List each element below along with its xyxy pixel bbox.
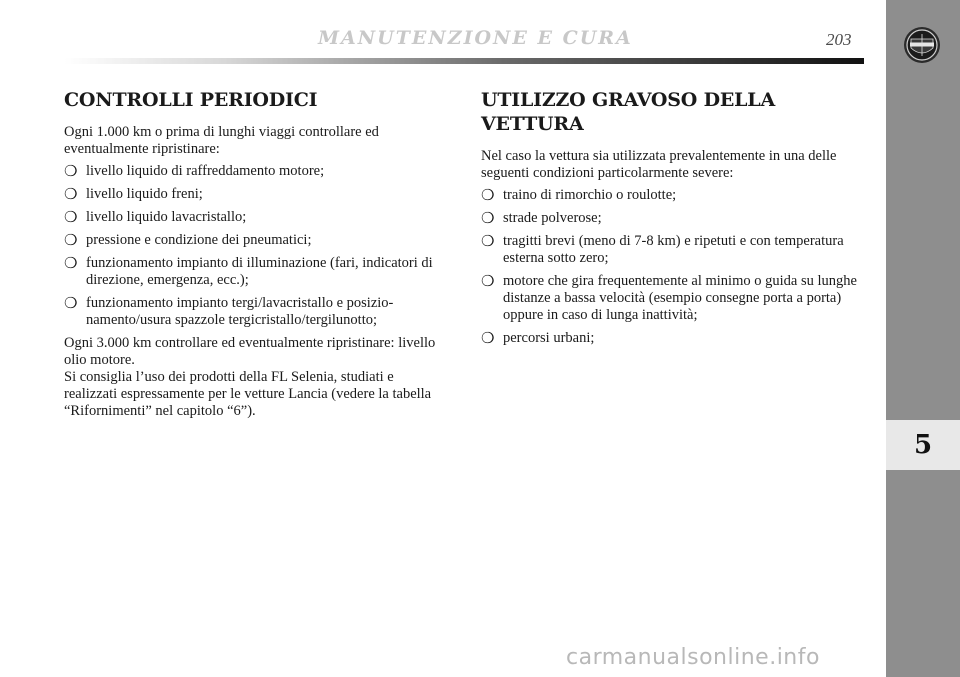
running-header-title: MANUTENZIONE E CURA	[318, 27, 633, 49]
list-item-text: funzionamento impianto di illuminazione (fari, indicatori di direzione, emergenza, ecc.);	[86, 255, 433, 288]
list-item-text: pressione e condizione dei pneumatici;	[86, 232, 312, 248]
left-column	[64, 88, 449, 420]
circle-bullet-icon: ❍	[64, 185, 78, 203]
list-item-text: strade polverose;	[503, 210, 602, 226]
list-item	[481, 330, 866, 347]
circle-bullet-icon: ❍	[481, 232, 495, 250]
conditions-list	[481, 187, 866, 347]
list-item	[481, 210, 866, 227]
list-item	[481, 233, 866, 267]
lancia-shield-icon	[903, 26, 941, 64]
circle-bullet-icon: ❍	[64, 208, 78, 226]
circle-bullet-icon: ❍	[64, 294, 78, 312]
circle-bullet-icon: ❍	[481, 186, 495, 204]
list-item-text: livello liquido di raffreddamento motore;	[86, 163, 325, 179]
circle-bullet-icon: ❍	[64, 162, 78, 180]
section-heading-utilizzo-gravoso: UTILIZZO GRAVOSO DELLA VETTURA	[481, 89, 775, 135]
right-column	[481, 88, 866, 353]
advice-paragraph: Si consiglia l’uso dei prodotti della FL Selenia, studiati e realizzati espressamente per le vetture Lancia (vedere la tabella “Rifornimenti” nel capitolo “6”).	[64, 369, 432, 419]
circle-bullet-icon: ❍	[481, 272, 495, 290]
list-item-text: funzionamento impianto tergi/lavacristallo e posizionamento/usura spazzole tergicristallo/tergilunotto;	[86, 295, 394, 328]
list-item-text: motore che gira frequentemente al minimo o guida su lunghe distanze a bassa velocità (esempio consegne porta a porta) oppure in caso di lunga inattività;	[503, 273, 857, 323]
list-item-text: livello liquido freni;	[86, 186, 203, 202]
circle-bullet-icon: ❍	[481, 209, 495, 227]
list-item-text: tragitti brevi (meno di 7-8 km) e ripetuti e con temperatura esterna sotto zero;	[503, 233, 844, 266]
list-item	[64, 232, 449, 249]
list-item-text: traino di rimorchio o roulotte;	[503, 187, 677, 203]
list-item	[64, 295, 449, 329]
list-item	[64, 209, 449, 226]
header-rule	[64, 58, 864, 64]
list-item	[481, 187, 866, 204]
section-heading-controlli: CONTROLLI PERIODICI	[64, 89, 318, 111]
list-item	[481, 273, 866, 324]
list-item	[64, 255, 449, 289]
list-item	[64, 163, 449, 180]
intro-paragraph: Nel caso la vettura sia utilizzata prevalentemente in una delle seguenti condizioni particolarmente severe:	[481, 148, 837, 181]
list-item-text: livello liquido lavacristallo;	[86, 209, 247, 225]
list-item	[64, 186, 449, 203]
circle-bullet-icon: ❍	[64, 254, 78, 272]
page-number: 203	[826, 30, 852, 49]
chapter-tab: 5	[886, 420, 960, 470]
watermark: carmanualsonline.info	[566, 645, 820, 670]
list-item-text: percorsi urbani;	[503, 330, 595, 346]
outro-paragraph: Ogni 3.000 km controllare ed eventualmente ripristinare: livello olio motore.	[64, 335, 436, 368]
circle-bullet-icon: ❍	[64, 231, 78, 249]
checklist	[64, 163, 449, 329]
side-band	[886, 0, 960, 677]
intro-paragraph: Ogni 1.000 km o prima di lunghi viaggi controllare ed eventualmente ripristinare:	[64, 124, 379, 157]
circle-bullet-icon: ❍	[481, 329, 495, 347]
